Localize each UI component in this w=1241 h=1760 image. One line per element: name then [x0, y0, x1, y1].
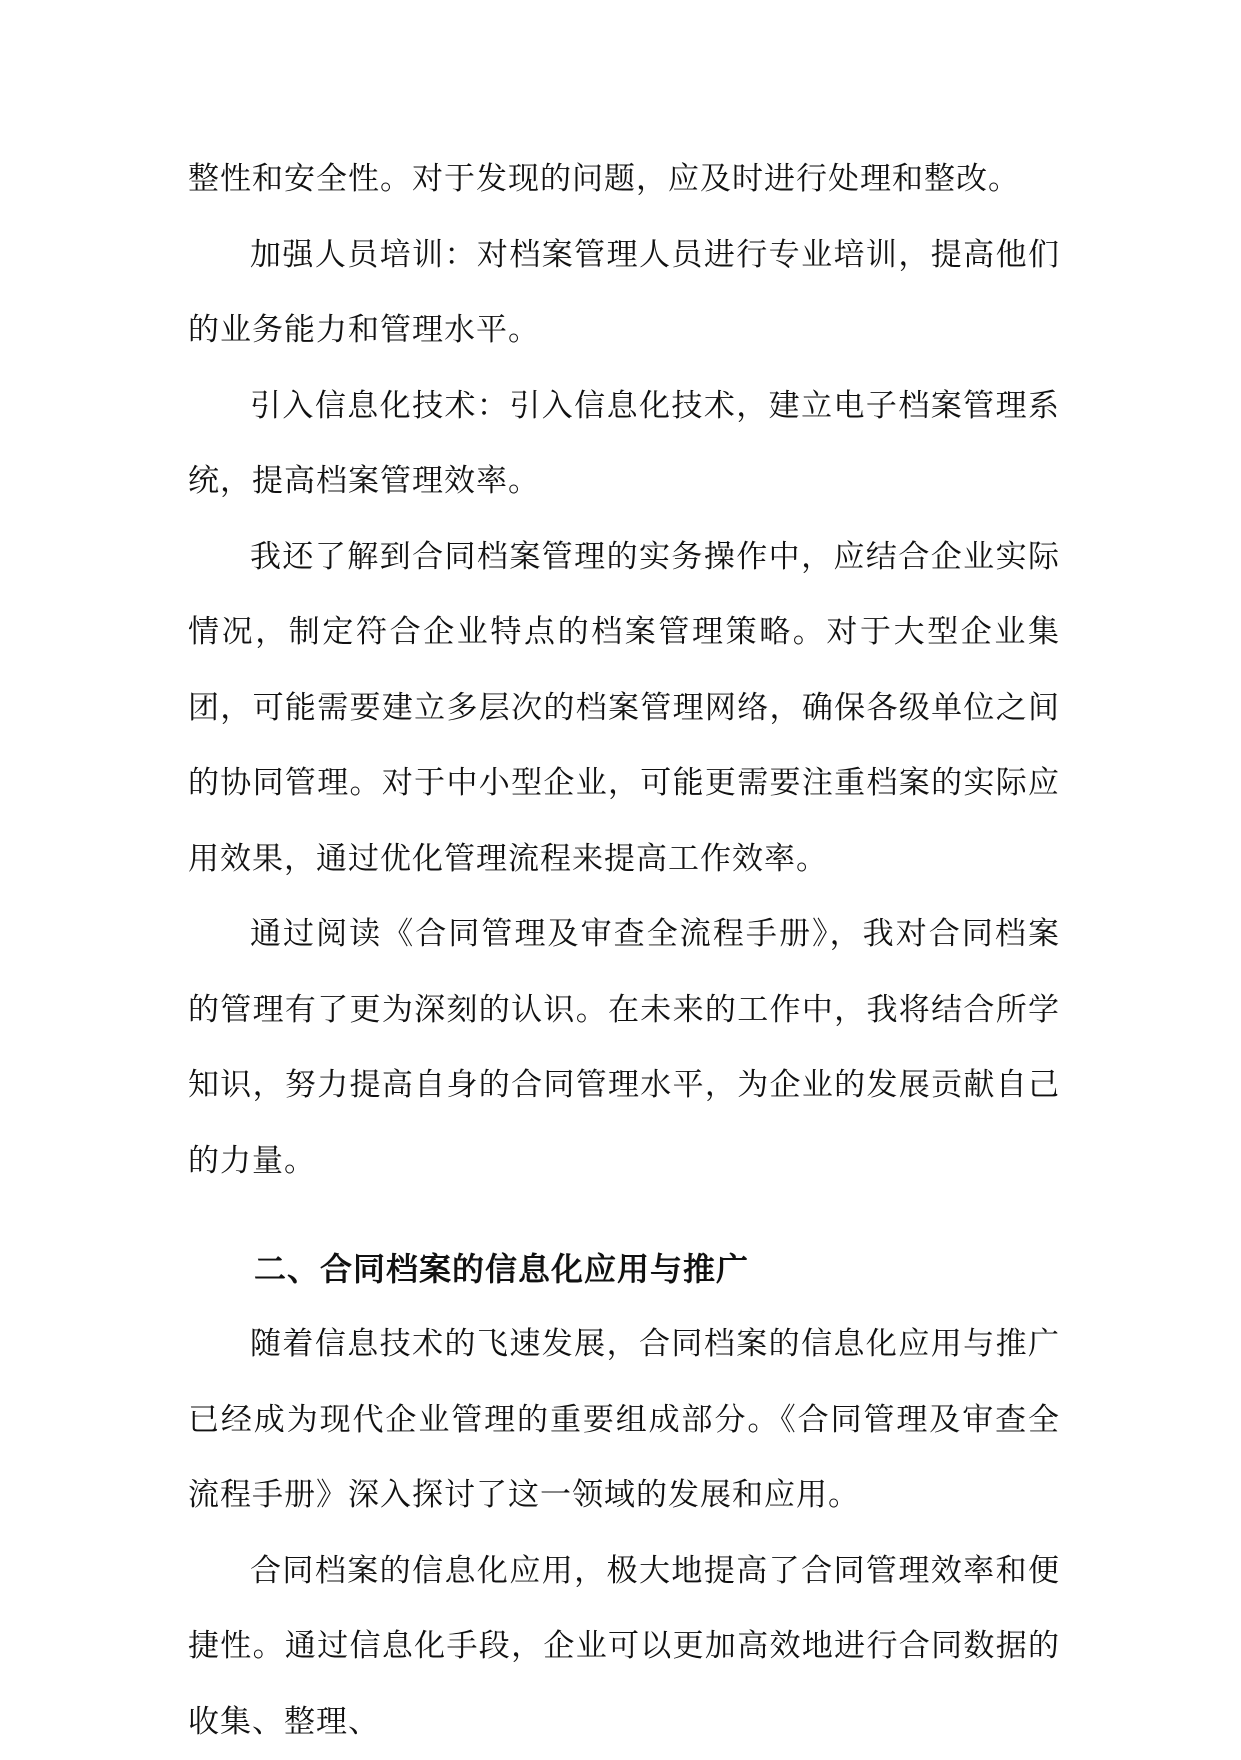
paragraph-2: 加强人员培训：对档案管理人员进行专业培训，提高他们的业务能力和管理水平。: [188, 218, 1060, 369]
paragraph-7: 合同档案的信息化应用，极大地提高了合同管理效率和便捷性。通过信息化手段，企业可以更加高效地进行合同数据的收集、整理、: [188, 1534, 1060, 1760]
section-heading: 二、合同档案的信息化应用与推广: [188, 1239, 1060, 1299]
paragraph-6: 随着信息技术的飞速发展，合同档案的信息化应用与推广已经成为现代企业管理的重要组成部分。《合同管理及审查全流程手册》深入探讨了这一领域的发展和应用。: [188, 1307, 1060, 1534]
document-body: [188, 142, 1060, 1760]
paragraph-4: 我还了解到合同档案管理的实务操作中，应结合企业实际情况，制定符合企业特点的档案管理策略。对于大型企业集团，可能需要建立多层次的档案管理网络，确保各级单位之间的协同管理。对于中小型企业，可能更需要注重档案的实际应用效果，通过优化管理流程来提高工作效率。: [188, 520, 1060, 898]
paragraph-3: 引入信息化技术：引入信息化技术，建立电子档案管理系统，提高档案管理效率。: [188, 369, 1060, 520]
paragraph-5: 通过阅读《合同管理及审查全流程手册》，我对合同档案的管理有了更为深刻的认识。在未来的工作中，我将结合所学知识，努力提高自身的合同管理水平，为企业的发展贡献自己的力量。: [188, 897, 1060, 1199]
paragraph-1: 整性和安全性。对于发现的问题，应及时进行处理和整改。: [188, 142, 1060, 218]
